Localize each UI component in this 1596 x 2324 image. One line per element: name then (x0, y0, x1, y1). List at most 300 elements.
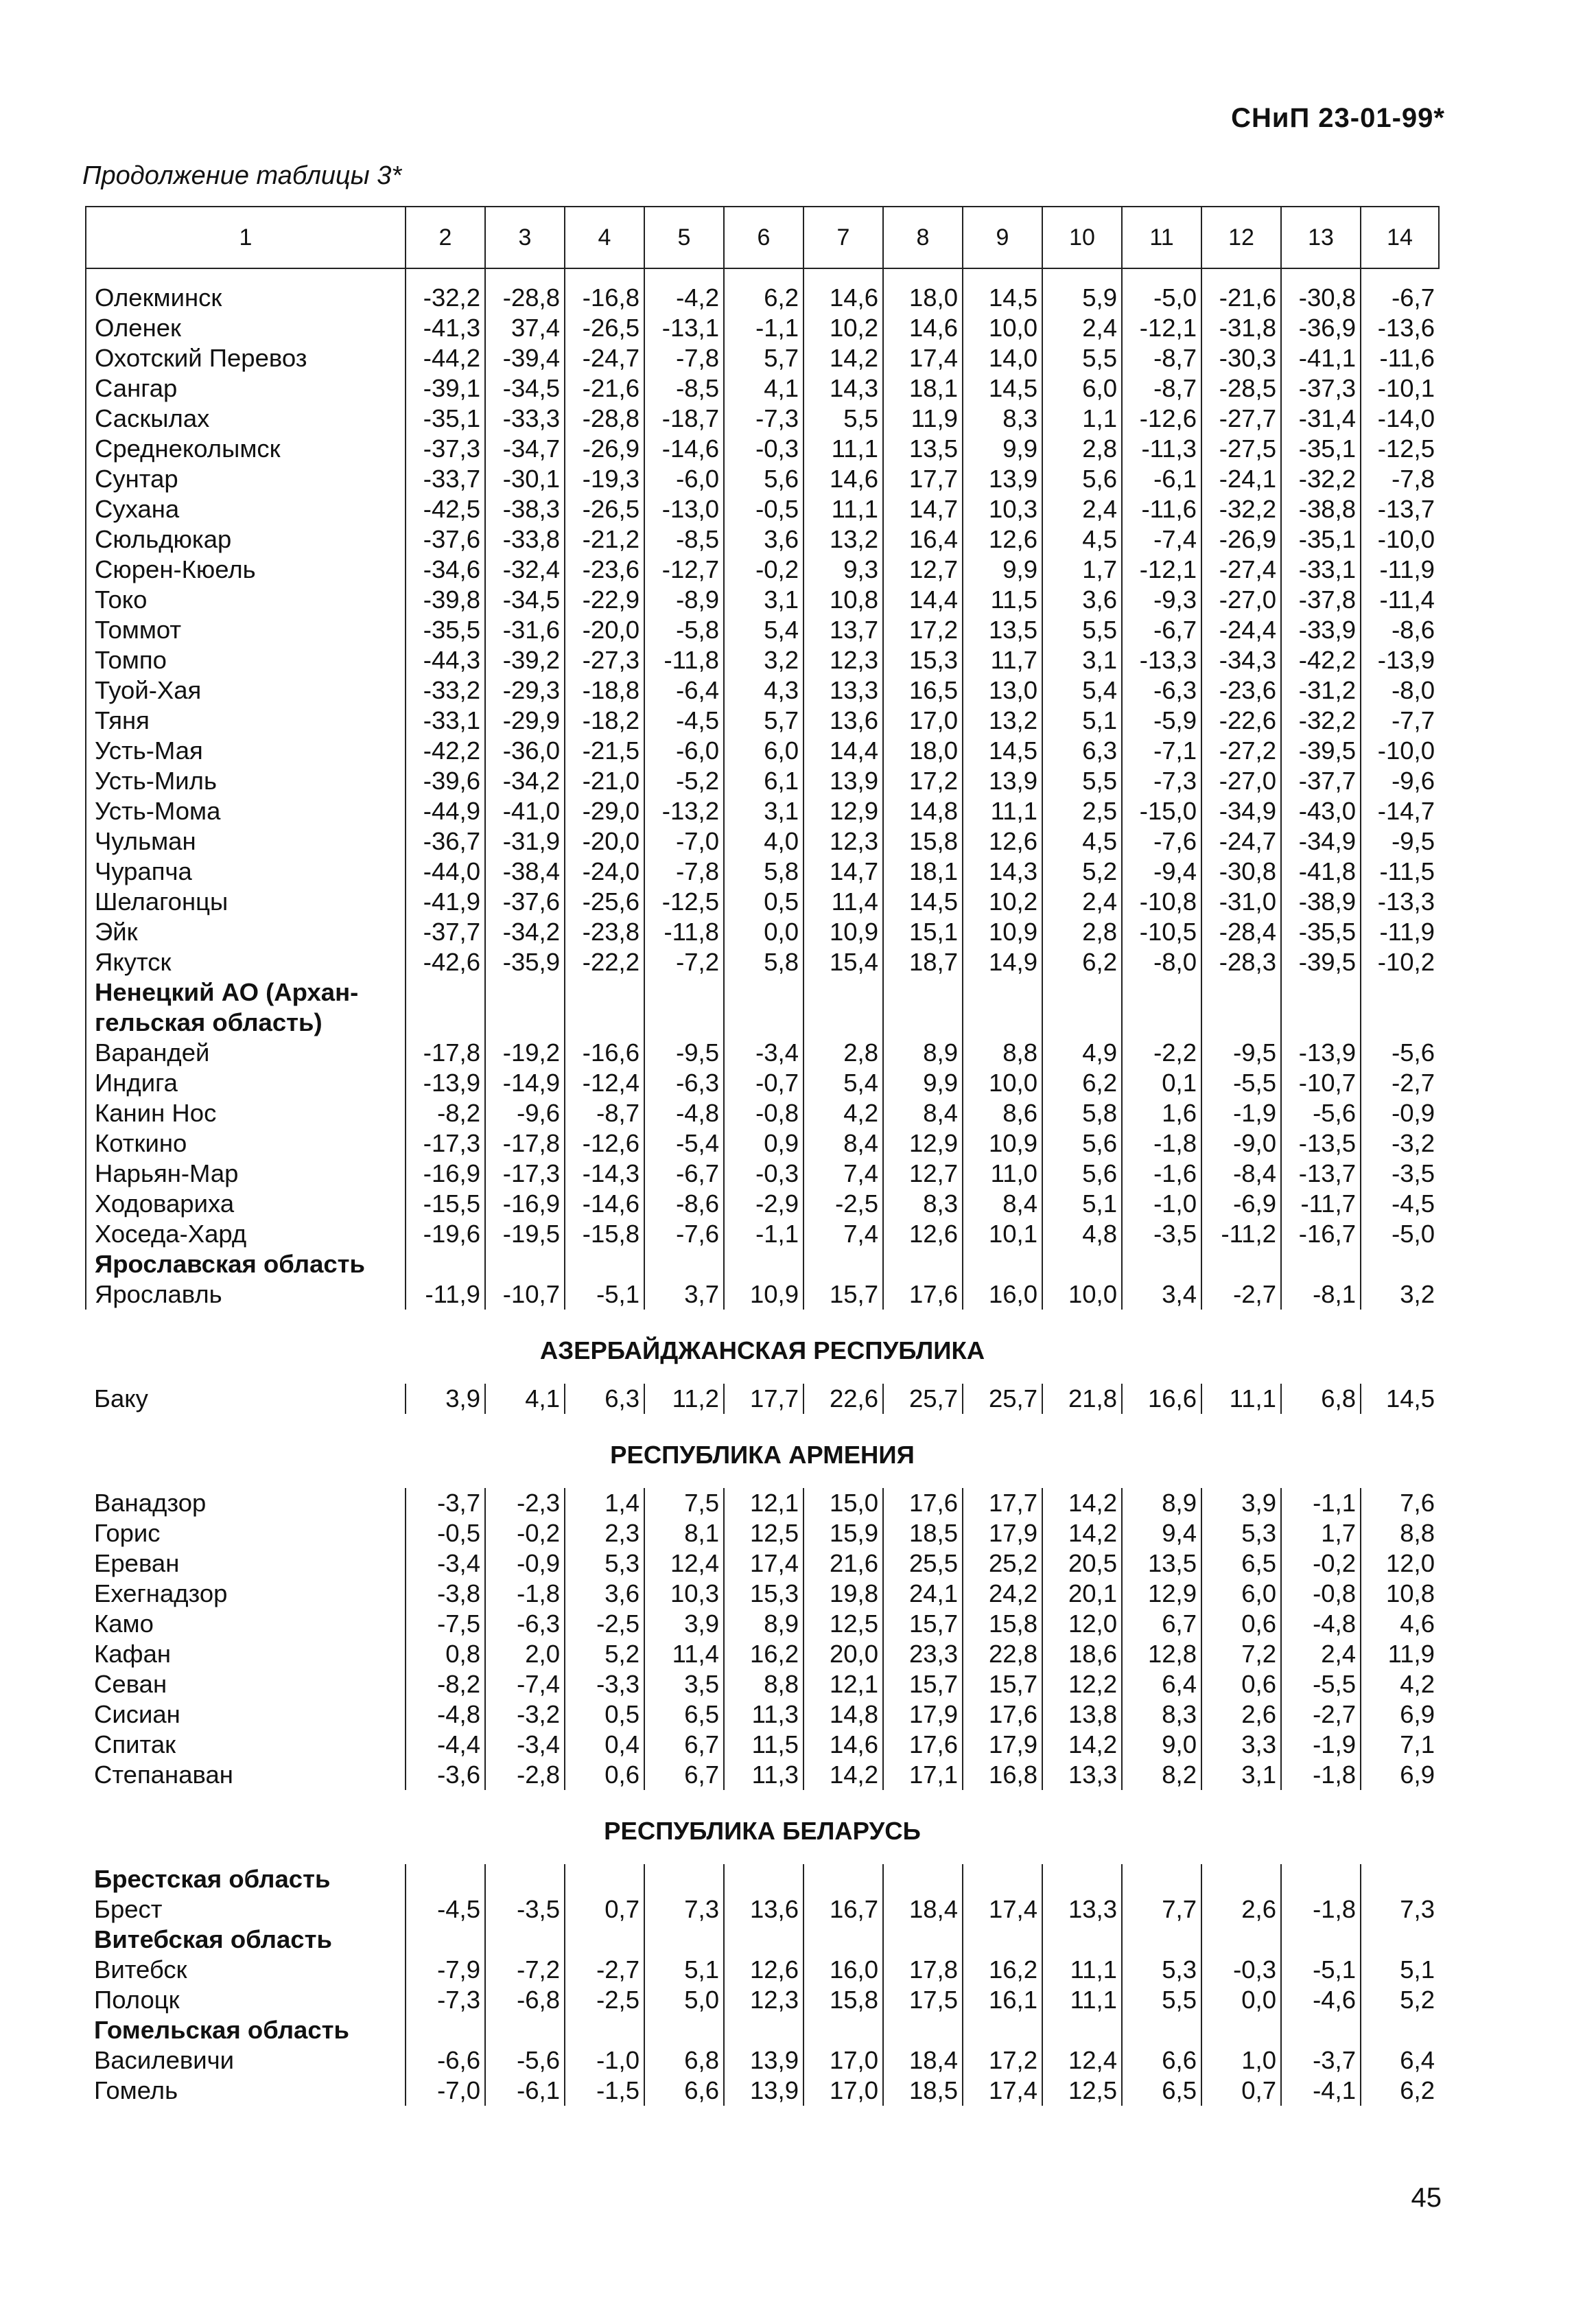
value-cell: 0,7 (565, 1894, 644, 1925)
value-cell: 14,5 (963, 373, 1042, 404)
value-cell: 12,5 (803, 1609, 883, 1639)
column-header-7: 7 (803, 207, 883, 268)
value-cell: 8,4 (803, 1128, 883, 1159)
value-cell: -7,8 (644, 857, 724, 887)
group-heading: гельская область) (86, 1008, 406, 1038)
value-cell: 12,8 (1122, 1639, 1201, 1669)
empty-cell (724, 1864, 803, 1894)
value-cell: 3,2 (724, 645, 803, 675)
value-cell: 14,9 (963, 947, 1042, 977)
empty-cell (1361, 2015, 1439, 2045)
value-cell: -4,5 (1361, 1189, 1439, 1219)
value-cell: -1,9 (1201, 1098, 1281, 1128)
value-cell: -32,2 (1281, 464, 1361, 494)
group-heading: Ярославская область (86, 1249, 406, 1279)
value-cell: 13,3 (1042, 1894, 1122, 1925)
value-cell: 22,6 (803, 1384, 883, 1414)
empty-cell (485, 1249, 565, 1279)
value-cell: 18,0 (883, 268, 963, 313)
table-row (86, 1038, 1439, 1068)
value-cell: -7,3 (1122, 766, 1201, 796)
column-header-5: 5 (644, 207, 724, 268)
value-cell: -41,1 (1281, 343, 1361, 373)
value-cell: 13,5 (963, 615, 1042, 645)
value-cell: -37,7 (1281, 766, 1361, 796)
value-cell: 11,0 (963, 1159, 1042, 1189)
value-cell: -10,0 (1361, 524, 1439, 555)
value-cell: 5,5 (1042, 343, 1122, 373)
value-cell: 3,7 (644, 1279, 724, 1310)
table-row (86, 494, 1439, 524)
value-cell: -0,2 (724, 555, 803, 585)
value-cell: 2,4 (1042, 494, 1122, 524)
value-cell: -31,0 (1201, 887, 1281, 917)
value-cell: 13,5 (1122, 1548, 1201, 1579)
value-cell: -6,6 (406, 2045, 485, 2076)
value-cell: -1,6 (1122, 1159, 1201, 1189)
station-name: Олекминск (86, 268, 406, 313)
value-cell: 7,2 (1201, 1639, 1281, 1669)
value-cell: 9,3 (803, 555, 883, 585)
value-cell: 14,4 (883, 585, 963, 615)
value-cell: 14,0 (963, 343, 1042, 373)
value-cell: -12,1 (1122, 555, 1201, 585)
empty-cell (963, 1249, 1042, 1279)
empty-cell (1361, 1864, 1439, 1894)
value-cell: -33,8 (485, 524, 565, 555)
value-cell: 0,6 (1201, 1609, 1281, 1639)
table-body (86, 207, 1439, 2106)
value-cell: -15,8 (565, 1219, 644, 1249)
value-cell: -14,6 (565, 1189, 644, 1219)
value-cell: 11,1 (963, 796, 1042, 826)
table-row (86, 1098, 1439, 1128)
empty-cell (883, 2015, 963, 2045)
empty-cell (1042, 1249, 1122, 1279)
value-cell: 5,4 (803, 1068, 883, 1098)
value-cell: -4,5 (644, 706, 724, 736)
value-cell: -38,3 (485, 494, 565, 524)
value-cell: 18,4 (883, 2045, 963, 2076)
table-row (86, 947, 1439, 977)
value-cell: 10,9 (724, 1279, 803, 1310)
value-cell: -7,3 (406, 1985, 485, 2015)
station-name: Коткино (86, 1128, 406, 1159)
value-cell: -27,0 (1201, 585, 1281, 615)
empty-cell (1042, 977, 1122, 1008)
value-cell: -5,0 (1361, 1219, 1439, 1249)
value-cell: -37,3 (1281, 373, 1361, 404)
station-name: Севан (94, 1670, 167, 1698)
value-cell: 9,4 (1122, 1518, 1201, 1548)
value-cell: -6,0 (644, 736, 724, 766)
value-cell: -30,3 (1201, 343, 1281, 373)
value-cell: 20,5 (1042, 1548, 1122, 1579)
value-cell: 14,5 (963, 268, 1042, 313)
value-cell: 11,9 (1361, 1639, 1439, 1669)
value-cell: 16,5 (883, 675, 963, 706)
station-name: Гомель (94, 2076, 178, 2104)
value-cell: 5,7 (724, 343, 803, 373)
station-name: Хоседа-Хард (86, 1219, 406, 1249)
value-cell: 6,0 (724, 736, 803, 766)
value-cell: 3,1 (1201, 1760, 1281, 1790)
value-cell: -0,2 (1281, 1548, 1361, 1579)
value-cell: -3,7 (1281, 2045, 1361, 2076)
value-cell: -42,2 (406, 736, 485, 766)
value-cell: -41,3 (406, 313, 485, 343)
empty-cell (406, 2015, 485, 2045)
value-cell: -12,6 (1122, 404, 1201, 434)
empty-cell (803, 2015, 883, 2045)
value-cell: 4,8 (1042, 1219, 1122, 1249)
value-cell: -37,6 (485, 887, 565, 917)
value-cell: 8,9 (1122, 1488, 1201, 1518)
value-cell: -22,2 (565, 947, 644, 977)
value-cell: 4,3 (724, 675, 803, 706)
value-cell: 14,7 (883, 494, 963, 524)
empty-cell (1122, 1864, 1201, 1894)
value-cell: 6,7 (1122, 1609, 1201, 1639)
value-cell: 6,4 (1361, 2045, 1439, 2076)
value-cell: 15,0 (803, 1488, 883, 1518)
value-cell: 12,1 (803, 1669, 883, 1699)
column-header-4: 4 (565, 207, 644, 268)
value-cell: -7,8 (1361, 464, 1439, 494)
group-heading-row (86, 1925, 1439, 1955)
value-cell: 3,2 (1361, 1279, 1439, 1310)
value-cell: -3,4 (406, 1548, 485, 1579)
empty-cell (963, 2015, 1042, 2045)
table-row (86, 1128, 1439, 1159)
empty-cell (644, 1008, 724, 1038)
value-cell: 12,2 (1042, 1669, 1122, 1699)
value-cell: -7,6 (1122, 826, 1201, 857)
table-row (86, 1189, 1439, 1219)
station-name: Канин Нос (86, 1098, 406, 1128)
table-row (86, 2045, 1439, 2076)
value-cell: -30,8 (1281, 268, 1361, 313)
value-cell: 15,7 (963, 1669, 1042, 1699)
column-header-11: 11 (1122, 207, 1201, 268)
empty-cell (1201, 977, 1281, 1008)
value-cell: 5,9 (1042, 268, 1122, 313)
value-cell: -7,6 (644, 1219, 724, 1249)
value-cell: -34,3 (1201, 645, 1281, 675)
value-cell: -13,0 (644, 494, 724, 524)
value-cell: -3,8 (406, 1579, 485, 1609)
value-cell: -43,0 (1281, 796, 1361, 826)
value-cell: 5,4 (1042, 675, 1122, 706)
value-cell: 9,9 (963, 434, 1042, 464)
value-cell: 2,6 (1201, 1699, 1281, 1730)
empty-cell (1122, 1008, 1201, 1038)
value-cell: -33,3 (485, 404, 565, 434)
value-cell: -4,4 (406, 1730, 485, 1760)
value-cell: 14,6 (803, 464, 883, 494)
value-cell: -6,0 (644, 464, 724, 494)
value-cell: -4,1 (1281, 2076, 1361, 2106)
value-cell: -34,2 (485, 917, 565, 947)
value-cell: 6,9 (1361, 1699, 1439, 1730)
table-row (86, 675, 1439, 706)
empty-cell (1122, 2015, 1201, 2045)
value-cell: 5,5 (1042, 766, 1122, 796)
value-cell: 13,8 (1042, 1699, 1122, 1730)
value-cell: -29,9 (485, 706, 565, 736)
value-cell: 0,8 (406, 1639, 485, 1669)
value-cell: 12,5 (724, 1518, 803, 1548)
station-name: Токо (86, 585, 406, 615)
empty-cell (1281, 1008, 1361, 1038)
value-cell: -28,8 (485, 268, 565, 313)
value-cell: 20,1 (1042, 1579, 1122, 1609)
value-cell: -13,9 (1281, 1038, 1361, 1068)
group-heading-row (86, 977, 1439, 1008)
value-cell: 16,8 (963, 1760, 1042, 1790)
value-cell: -26,5 (565, 494, 644, 524)
empty-cell (565, 977, 644, 1008)
table-row (86, 1159, 1439, 1189)
station-name: Сухана (86, 494, 406, 524)
value-cell: 1,1 (1042, 404, 1122, 434)
table-row (86, 1894, 1439, 1925)
station-name: Степанаван (94, 1761, 233, 1789)
value-cell: 9,0 (1122, 1730, 1201, 1760)
value-cell: 3,9 (1201, 1488, 1281, 1518)
value-cell: 0,7 (1201, 2076, 1281, 2106)
value-cell: -11,9 (406, 1279, 485, 1310)
value-cell: -34,9 (1281, 826, 1361, 857)
value-cell: -10,8 (1122, 887, 1201, 917)
value-cell: 8,4 (963, 1189, 1042, 1219)
value-cell: -0,3 (724, 434, 803, 464)
group-heading-row (86, 1249, 1439, 1279)
value-cell: 14,6 (803, 1730, 883, 1760)
value-cell: -13,9 (1361, 645, 1439, 675)
value-cell: -5,1 (565, 1279, 644, 1310)
value-cell: 6,4 (1122, 1669, 1201, 1699)
value-cell: -16,7 (1281, 1219, 1361, 1249)
empty-cell (644, 1864, 724, 1894)
empty-cell (883, 1249, 963, 1279)
empty-cell (724, 2015, 803, 2045)
value-cell: 12,0 (1361, 1548, 1439, 1579)
value-cell: -3,2 (1361, 1128, 1439, 1159)
value-cell: 25,2 (963, 1548, 1042, 1579)
table-row (86, 434, 1439, 464)
value-cell: 1,4 (565, 1488, 644, 1518)
value-cell: -7,0 (644, 826, 724, 857)
value-cell: -39,4 (485, 343, 565, 373)
value-cell: -8,7 (1122, 373, 1201, 404)
value-cell: -36,9 (1281, 313, 1361, 343)
station-name: Чульман (86, 826, 406, 857)
value-cell: -7,4 (485, 1669, 565, 1699)
value-cell: 8,3 (883, 1189, 963, 1219)
value-cell: 18,5 (883, 2076, 963, 2106)
empty-cell (644, 1249, 724, 1279)
value-cell: 5,4 (724, 615, 803, 645)
value-cell: 14,6 (803, 268, 883, 313)
table-row (86, 404, 1439, 434)
value-cell: -32,4 (485, 555, 565, 585)
value-cell: 17,6 (883, 1279, 963, 1310)
value-cell: -6,3 (644, 1068, 724, 1098)
value-cell: -9,3 (1122, 585, 1201, 615)
empty-cell (803, 1249, 883, 1279)
value-cell: 5,3 (1122, 1955, 1201, 1985)
group-heading: Витебская область (94, 1925, 332, 1953)
value-cell: 14,8 (803, 1699, 883, 1730)
value-cell: 17,6 (963, 1699, 1042, 1730)
value-cell: 8,8 (963, 1038, 1042, 1068)
value-cell: -8,7 (1122, 343, 1201, 373)
value-cell: 3,1 (724, 796, 803, 826)
value-cell: 4,1 (724, 373, 803, 404)
value-cell: 25,5 (883, 1548, 963, 1579)
value-cell: -24,4 (1201, 615, 1281, 645)
value-cell: -16,6 (565, 1038, 644, 1068)
station-name: Усть-Мома (86, 796, 406, 826)
value-cell: -0,3 (1201, 1955, 1281, 1985)
table-row (86, 585, 1439, 615)
value-cell: -39,6 (406, 766, 485, 796)
value-cell: -8,2 (406, 1098, 485, 1128)
value-cell: -4,8 (406, 1699, 485, 1730)
value-cell: -27,5 (1201, 434, 1281, 464)
value-cell: -1,8 (1281, 1760, 1361, 1790)
value-cell: 7,4 (803, 1219, 883, 1249)
value-cell: -11,6 (1361, 343, 1439, 373)
value-cell: -13,7 (1361, 494, 1439, 524)
value-cell: -9,5 (644, 1038, 724, 1068)
value-cell: 12,3 (803, 826, 883, 857)
empty-cell (883, 1925, 963, 1955)
value-cell: 2,8 (1042, 917, 1122, 947)
value-cell: -11,4 (1361, 585, 1439, 615)
column-header-9: 9 (963, 207, 1042, 268)
value-cell: 6,3 (1042, 736, 1122, 766)
station-name: Кафан (94, 1640, 172, 1668)
station-name: Полоцк (94, 1986, 180, 2014)
value-cell: -20,0 (565, 826, 644, 857)
table-row (86, 766, 1439, 796)
value-cell: -0,8 (724, 1098, 803, 1128)
value-cell: -8,0 (1122, 947, 1201, 977)
value-cell: -8,0 (1361, 675, 1439, 706)
value-cell: 14,5 (963, 736, 1042, 766)
table-row (86, 645, 1439, 675)
empty-cell (1201, 2015, 1281, 2045)
value-cell: -41,0 (485, 796, 565, 826)
value-cell: -37,3 (406, 434, 485, 464)
empty-cell (963, 1008, 1042, 1038)
empty-cell (724, 977, 803, 1008)
station-name: Тяня (86, 706, 406, 736)
value-cell: -23,8 (565, 917, 644, 947)
value-cell: 8,8 (724, 1669, 803, 1699)
value-cell: -24,0 (565, 857, 644, 887)
value-cell: 16,2 (963, 1955, 1042, 1985)
value-cell: -39,5 (1281, 947, 1361, 977)
table-row (86, 917, 1439, 947)
value-cell: -35,1 (1281, 434, 1361, 464)
table-row (86, 826, 1439, 857)
station-name: Сюрен-Кюель (86, 555, 406, 585)
value-cell: -6,7 (1122, 615, 1201, 645)
value-cell: -13,1 (644, 313, 724, 343)
empty-cell (565, 1249, 644, 1279)
value-cell: 2,0 (485, 1639, 565, 1669)
value-cell: 6,6 (1122, 2045, 1201, 2076)
value-cell: -9,5 (1361, 826, 1439, 857)
value-cell: 10,3 (963, 494, 1042, 524)
value-cell: 3,4 (1122, 1279, 1201, 1310)
table-row (86, 555, 1439, 585)
value-cell: 11,1 (803, 494, 883, 524)
value-cell: -35,5 (1281, 917, 1361, 947)
column-header-8: 8 (883, 207, 963, 268)
value-cell: -19,3 (565, 464, 644, 494)
empty-cell (803, 977, 883, 1008)
value-cell: 11,7 (963, 645, 1042, 675)
value-cell: -13,7 (1281, 1159, 1361, 1189)
value-cell: 14,5 (883, 887, 963, 917)
value-cell: -33,2 (406, 675, 485, 706)
value-cell: 11,4 (803, 887, 883, 917)
value-cell: 12,0 (1042, 1609, 1122, 1639)
value-cell: 13,3 (803, 675, 883, 706)
value-cell: -3,3 (565, 1669, 644, 1699)
value-cell: 11,1 (1201, 1384, 1281, 1414)
value-cell: 5,3 (565, 1548, 644, 1579)
value-cell: 8,1 (644, 1518, 724, 1548)
value-cell: -8,6 (644, 1189, 724, 1219)
station-name: Сангар (86, 373, 406, 404)
value-cell: -11,6 (1122, 494, 1201, 524)
value-cell: -11,2 (1201, 1219, 1281, 1249)
value-cell: 11,1 (803, 434, 883, 464)
table-row (86, 313, 1439, 343)
value-cell: 3,6 (1042, 585, 1122, 615)
value-cell: 7,4 (803, 1159, 883, 1189)
value-cell: 5,5 (1122, 1985, 1201, 2015)
value-cell: 18,7 (883, 947, 963, 977)
table-row (86, 2076, 1439, 2106)
value-cell: -8,9 (644, 585, 724, 615)
value-cell: 5,5 (803, 404, 883, 434)
value-cell: -14,3 (565, 1159, 644, 1189)
value-cell: 15,8 (803, 1985, 883, 2015)
table-row (86, 1669, 1439, 1699)
table-row (86, 1518, 1439, 1548)
table-row (86, 857, 1439, 887)
value-cell: -28,8 (565, 404, 644, 434)
value-cell: 3,5 (644, 1669, 724, 1699)
value-cell: -1,0 (1122, 1189, 1201, 1219)
value-cell: 5,6 (1042, 464, 1122, 494)
value-cell: 17,2 (883, 766, 963, 796)
value-cell: 1,6 (1122, 1098, 1201, 1128)
empty-cell (485, 2015, 565, 2045)
value-cell: -6,1 (1122, 464, 1201, 494)
value-cell: -35,1 (406, 404, 485, 434)
value-cell: 17,6 (883, 1730, 963, 1760)
value-cell: 5,6 (1042, 1159, 1122, 1189)
value-cell: -6,1 (485, 2076, 565, 2106)
value-cell: -0,5 (724, 494, 803, 524)
